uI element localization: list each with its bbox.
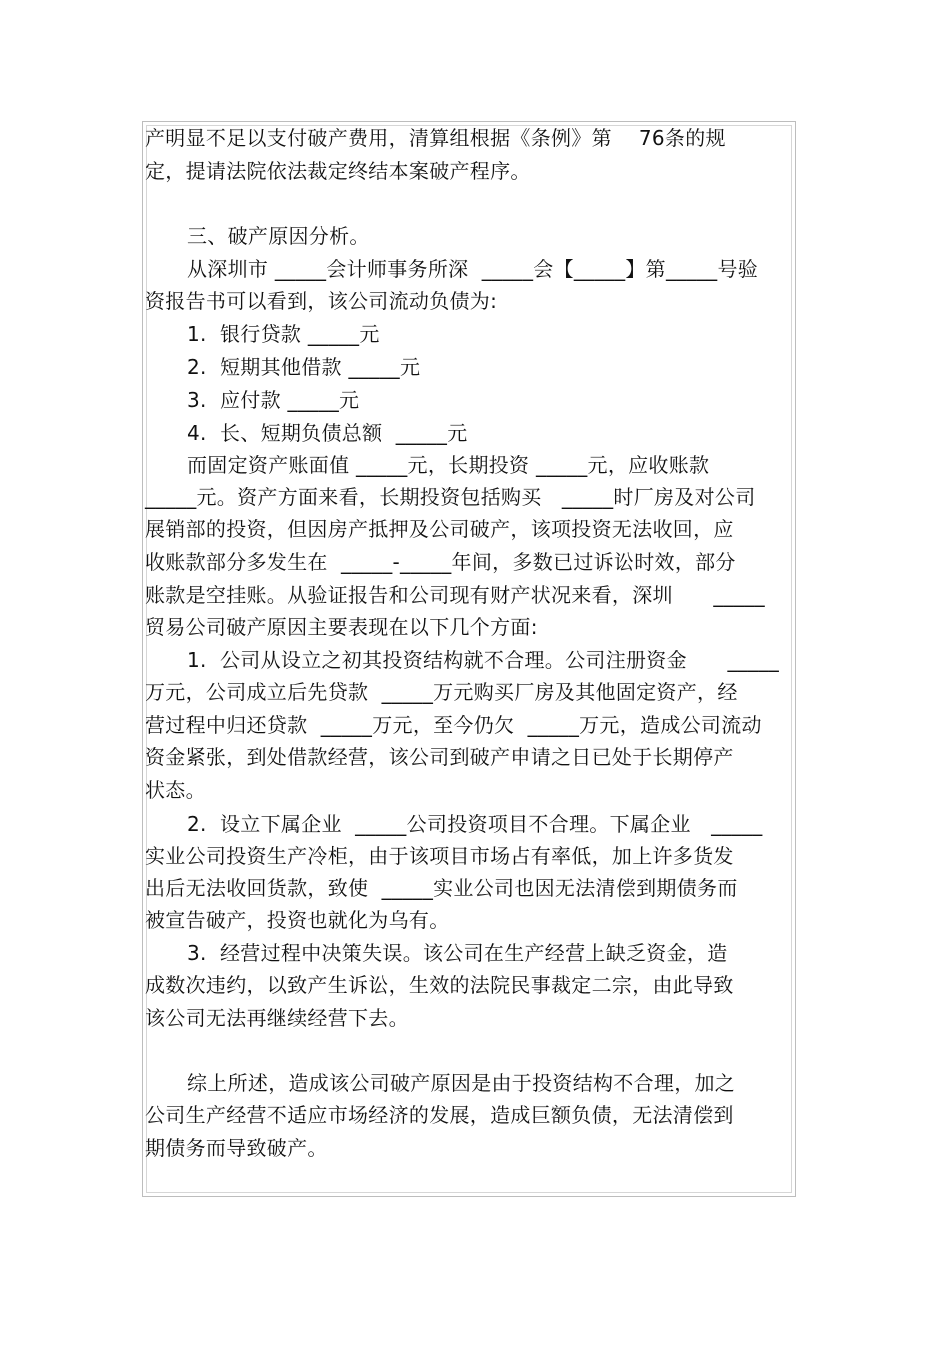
text-line: 营过程中归还贷款 _____万元，至今仍欠 _____万元，造成公司流动 bbox=[145, 713, 762, 737]
text-line: _____元。资产方面来看，长期投资包括购买 _____时厂房及对公司 bbox=[145, 485, 756, 509]
text-line: 定，提请法院依法裁定终结本案破产程序。 bbox=[145, 159, 531, 183]
text-line: 万元，公司成立后先贷款 _____万元购买厂房及其他固定资产，经 bbox=[145, 680, 738, 704]
section-heading: 三、破产原因分析。 bbox=[187, 224, 370, 248]
text-line: 出后无法收回货款，致使 _____实业公司也因无法清偿到期债务而 bbox=[145, 876, 738, 900]
text-line: 贸易公司破产原因主要表现在以下几个方面: bbox=[145, 615, 538, 639]
list-item: 2. 短期其他借款 _____元 bbox=[187, 355, 421, 379]
text-line: 从深圳市 _____会计师事务所深 _____会【_____】第_____号验 bbox=[187, 257, 759, 281]
list-item: 4. 长、短期负债总额 _____元 bbox=[187, 421, 468, 445]
text-line: 资报告书可以看到，该公司流动负债为: bbox=[145, 289, 498, 313]
list-item: 2. 设立下属企业 _____公司投资项目不合理。下属企业 _____ bbox=[187, 812, 763, 836]
text-line: 资金紧张，到处借款经营，该公司到破产申请之日已处于长期停产 bbox=[145, 745, 734, 769]
conclusion-paragraph: 综上所述，造成该公司破产原因是由于投资结构不合理，加之 bbox=[187, 1071, 736, 1095]
text-line: 实业公司投资生产冷柜，由于该项目市场占有率低，加上许多货发 bbox=[145, 844, 734, 868]
list-item: 3. 应付款 _____元 bbox=[187, 388, 360, 412]
text-line: 展销部的投资，但因房产抵押及公司破产，该项投资无法收回，应 bbox=[145, 517, 734, 541]
list-item: 3. 经营过程中决策失误。该公司在生产经营上缺乏资金，造 bbox=[187, 941, 728, 965]
text-line: 成数次违约，以致产生诉讼，生效的法院民事裁定二宗，由此导致 bbox=[145, 973, 734, 997]
text-line: 该公司无法再继续经营下去。 bbox=[145, 1006, 409, 1030]
text-line: 期债务而导致破产。 bbox=[145, 1136, 328, 1160]
text-line: 收账款部分多发生在 _____-_____年间，多数已过诉讼时效，部分 bbox=[145, 550, 736, 574]
text-line: 状态。 bbox=[145, 778, 206, 802]
text-line: 公司生产经营不适应市场经济的发展，造成巨额负债，无法清偿到 bbox=[145, 1103, 734, 1127]
text-line: 账款是空挂账。从验证报告和公司现有财产状况来看，深圳 _____ bbox=[145, 583, 765, 607]
text-line: 而固定资产账面值 _____元，长期投资 _____元，应收账款 bbox=[187, 453, 710, 477]
text-line: 被宣告破产，投资也就化为乌有。 bbox=[145, 908, 450, 932]
text-line: 产明显不足以支付破产费用，清算组根据《条例》第 76条的规 bbox=[145, 126, 726, 150]
list-item: 1. 银行贷款 _____元 bbox=[187, 322, 380, 346]
list-item: 1. 公司从设立之初其投资结构就不合理。公司注册资金 _____ bbox=[187, 648, 779, 672]
